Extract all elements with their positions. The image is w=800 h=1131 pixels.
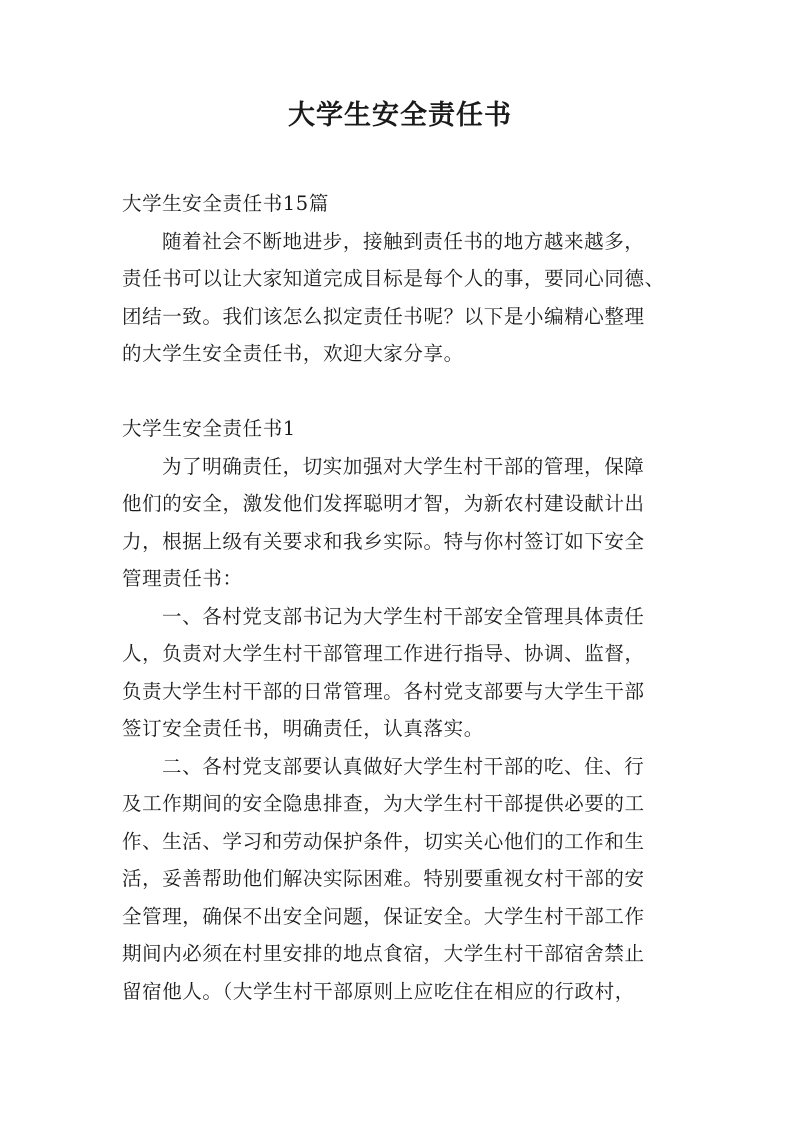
paragraph-line: 人，负责对大学生村干部管理工作进行指导、协调、监督， xyxy=(122,642,645,665)
heading-main: 大学生安全责任书15篇 xyxy=(122,192,329,215)
paragraph-gap xyxy=(122,373,694,411)
paragraph-line: 期间内必须在村里安排的地点食宿，大学生村干部宿舍禁止 xyxy=(122,942,645,965)
paragraph-line: 活，妥善帮助他们解决实际困难。特别要重视女村干部的安 xyxy=(122,867,645,890)
intro-line: 团结一致。我们该怎么拟定责任书呢？以下是小编精心整理 xyxy=(122,304,645,328)
intro-line: 随着社会不断地进步，接触到责任书的地方越来越多， xyxy=(162,229,645,253)
intro-line: 的大学生安全责任书，欢迎大家分享。 xyxy=(122,342,464,365)
paragraph-line: 负责大学生村干部的日常管理。各村党支部要与大学生干部 xyxy=(122,679,645,703)
paragraph-line: 留宿他人。（大学生村干部原则上应吃住在相应的行政村， xyxy=(122,979,635,1003)
document-title: 大学生安全责任书 xyxy=(288,100,512,131)
paragraph-line: 为了明确责任，切实加强对大学生村干部的管理，保障 xyxy=(162,454,645,478)
paragraph-line: 及工作期间的安全隐患排查，为大学生村干部提供必要的工 xyxy=(122,792,645,815)
paragraph-line: 他们的安全，激发他们发挥聪明才智，为新农村建设献计出 xyxy=(122,492,645,515)
document-body xyxy=(122,185,694,1010)
section-heading: 大学生安全责任书1 xyxy=(122,417,296,440)
intro-line: 责任书可以让大家知道完成目标是每个人的事，要同心同德、 xyxy=(122,267,665,290)
paragraph-line: 二、各村党支部要认真做好大学生村干部的吃、住、行 xyxy=(162,754,645,778)
paragraph-line: 作、生活、学习和劳动保护条件，切实关心他们的工作和生 xyxy=(122,829,645,853)
paragraph-line: 一、各村党支部书记为大学生村干部安全管理具体责任 xyxy=(162,604,645,628)
paragraph-line: 签订安全责任书，明确责任，认真落实。 xyxy=(122,717,484,740)
paragraph-line: 力，根据上级有关要求和我乡实际。特与你村签订如下安全 xyxy=(122,529,645,553)
paragraph-line: 管理责任书： xyxy=(122,567,243,590)
paragraph-line: 全管理，确保不出安全问题，保证安全。大学生村干部工作 xyxy=(122,904,645,928)
